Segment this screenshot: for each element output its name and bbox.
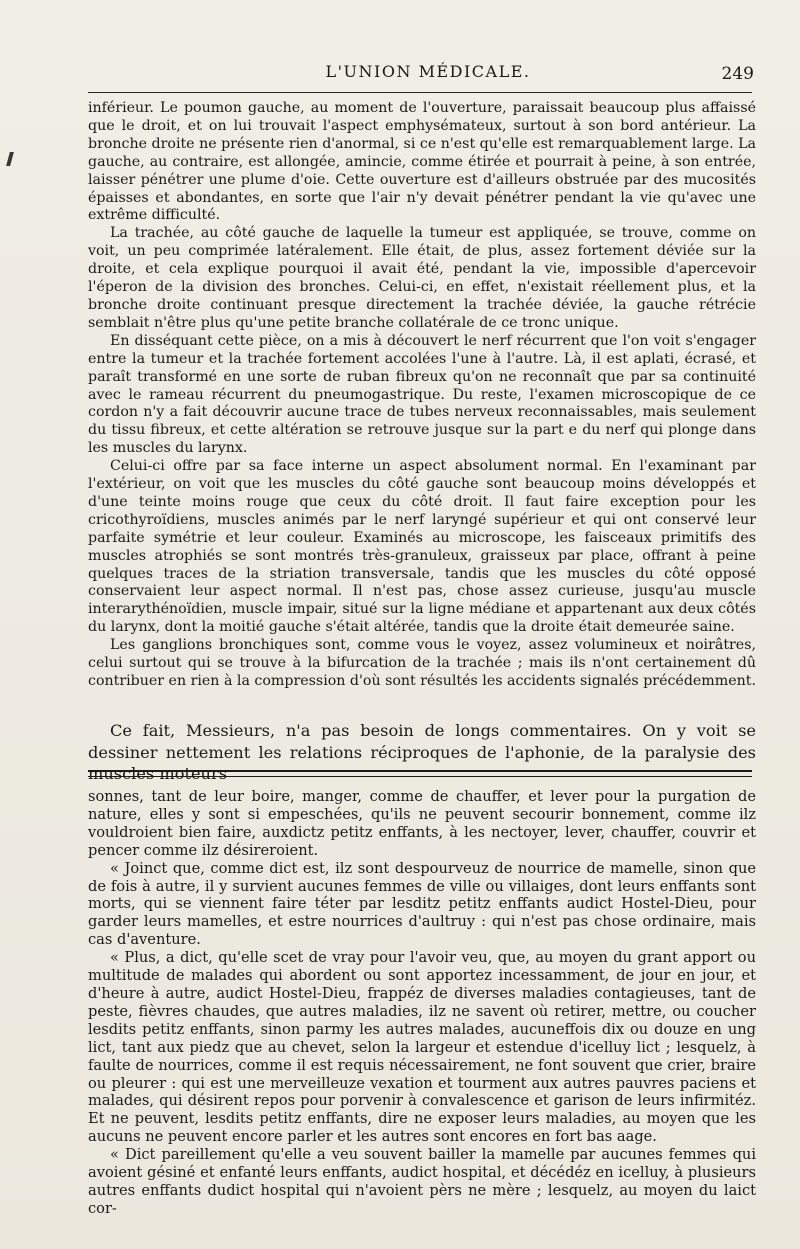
article-paragraph: Celui-ci offre par sa face interne un aspect absolument normal. En l'examinant par l'extérieur, on voit que les muscles du côté gauche sont beaucoup moins développés et d'une teinte moins rouge que ceux du côté droit. Il faut faire exception pour les cricothyroïdiens, muscles animés par le nerf laryngé supérieur et qui ont conservé leur parfaite symétrie et leur couleur. Examinés au microscope, les faisceaux primitifs des muscles atrophiés se sont montrés très-granuleux, graisseux par place, offrant à peine quelques traces de la striation transversale, tandis que les muscles du côté opposé conservaient leur aspect normal. Il n'est pas, chose assez curieuse, jusqu'au muscle interarythénoïdien, muscle impair, situé sur la ligne médiane et appartenant aux deux côtés du larynx, dont la moitié gauche s'était altérée, tandis que la droite était demeurée saine. bbox=[88, 458, 756, 636]
feuilleton-paragraph: « Joinct que, comme dict est, ilz sont despourveuz de nourrice de mamelle, sinon que de fois à autre, il y survient aucunes femmes de ville ou villaiges, dont leurs enffants sont morts, qui se viennent faire téter par lesditz petitz enffants audict Hostel-Dieu, pour garder leurs mamelles, et estre nourrices d'aultruy : qui n'est pas chose ordinaire, mais cas d'aventure. bbox=[88, 859, 756, 949]
lead-paragraph: Ce fait, Messieurs, n'a pas besoin de longs commentaires. On y voit se dessiner nettement les relations réciproques de l'aphonie, de la paralysie des muscles moteurs bbox=[88, 721, 756, 783]
feuilleton-body bbox=[88, 788, 756, 1218]
article-paragraph: La trachée, au côté gauche de laquelle la tumeur est appliquée, se trouve, comme on voit, un peu comprimée latéralement. Elle était, de plus, assez fortement déviée sur la droite, et cela explique pourquoi il avait été, pendant la vie, impossible d'apercevoir l'éperon de la division des bronches. Celui-ci, en effet, n'existait réellement plus, et la bronche droite continuant presque directement la trachée déviée, la gauche rétrécie semblait n'être plus qu'une petite branche collatérale de ce tronc unique. bbox=[88, 225, 756, 331]
feuilleton-separator bbox=[88, 770, 752, 777]
page-number: 249 bbox=[721, 64, 754, 84]
journal-title: L'UNION MÉDICALE. bbox=[325, 62, 531, 81]
feuilleton-paragraph: « Dict pareillement qu'elle a veu souvent bailler la mamelle par aucunes femmes qui avoient gésiné et enfanté leurs enffants, audict hospital, et décédéz en icelluy, à plusieurs autres enffants dudict hospital qui n'avoient pèrs ne mère ; lesquelz, au moyen du laict cor- bbox=[88, 1146, 756, 1217]
article-paragraph: En disséquant cette pièce, on a mis à découvert le nerf récurrent que l'on voit s'engager entre la tumeur et la trachée fortement accolées l'une à l'autre. Là, il est aplati, écrasé, et paraît transformé en une sorte de ruban fibreux qu'on ne reconnaît que par sa continuité avec le rameau récurrent du pneumogastrique. Du reste, l'examen microscopique de ce cordon n'y a fait découvrir aucune trace de tubes nerveux reconnaissables, mais seulement du tissu fibreux, et cette altération se retrouve jusque sur la part e du nerf qui plonge dans les muscles du larynx. bbox=[88, 332, 756, 457]
margin-mark bbox=[6, 152, 14, 166]
article-paragraph: Les ganglions bronchiques sont, comme vous le voyez, assez volumineux et noirâtres, celui surtout qui se trouve à la bifurcation de la trachée ; mais ils n'ont certainement dû contribuer en rien à la compression d'où sont résultés les accidents signalés précédemment. bbox=[88, 637, 756, 689]
feuilleton-paragraph: sonnes, tant de leur boire, manger, comme de chauffer, et lever pour la purgation de nature, elles y sont si empeschées, qu'ils ne peuvent secourir bonnement, comme ilz vouldroient bien faire, auxdictz petitz enffants, à les nectoyer, lever, chauffer, couvrir et pencer comme ilz désireroient. bbox=[88, 788, 756, 859]
feuilleton-paragraph: « Plus, a dict, qu'elle scet de vray pour l'avoir veu, que, au moyen du grant apport ou multitude de malades qui abordent ou sont apportez incessamment, de jour en jour, et d'heure à autre, audict Hostel-Dieu, frappéz de diverses maladies contagieuses, tant de peste, fièvres chaudes, que autres maladies, ilz ne savent où retirer, mettre, ou coucher lesdits petitz enffants, sinon parmy les autres malades, aucuneffois dix ou douze en ung lict, tant aux piedz que au chevet, selon la largeur et estendue d'icelluy lict ; lesquelz, à faulte de nourrices, comme il est requis nécessairement, ne font souvent que crier, braire ou pleurer : qui est une merveilleuze vexation et tourment aux autres pauvres paciens et malades, qui désirent repos pour porvenir à convalescence et garison de leurs infirmitéz. Et ne peuvent, lesdits petitz enffants, dire ne exposer leurs maladies, au moyen que les aucuns ne peuvent encore parler et les autres sont encores en fort bas aage. bbox=[88, 949, 756, 1146]
article-paragraph: inférieur. Le poumon gauche, au moment de l'ouverture, paraissait beaucoup plus affaissé que le droit, et on lui trouvait l'aspect emphysémateux, surtout à son bord antérieur. La bronche droite ne présente rien d'anormal, si ce n'est qu'elle est remarquablement large. La gauche, au contraire, est allongée, amincie, comme étirée et pourrait à peine, à son entrée, laisser pénétrer une plume d'oie. Cette ouverture est d'ailleurs obstruée par des mucosités épaisses et abondantes, en sorte que l'air n'y devait pénétrer pendant la vie qu'avec une extrême difficulté. bbox=[88, 100, 756, 224]
header-rule bbox=[88, 92, 752, 93]
article-body bbox=[88, 100, 756, 691]
running-head bbox=[88, 62, 768, 88]
